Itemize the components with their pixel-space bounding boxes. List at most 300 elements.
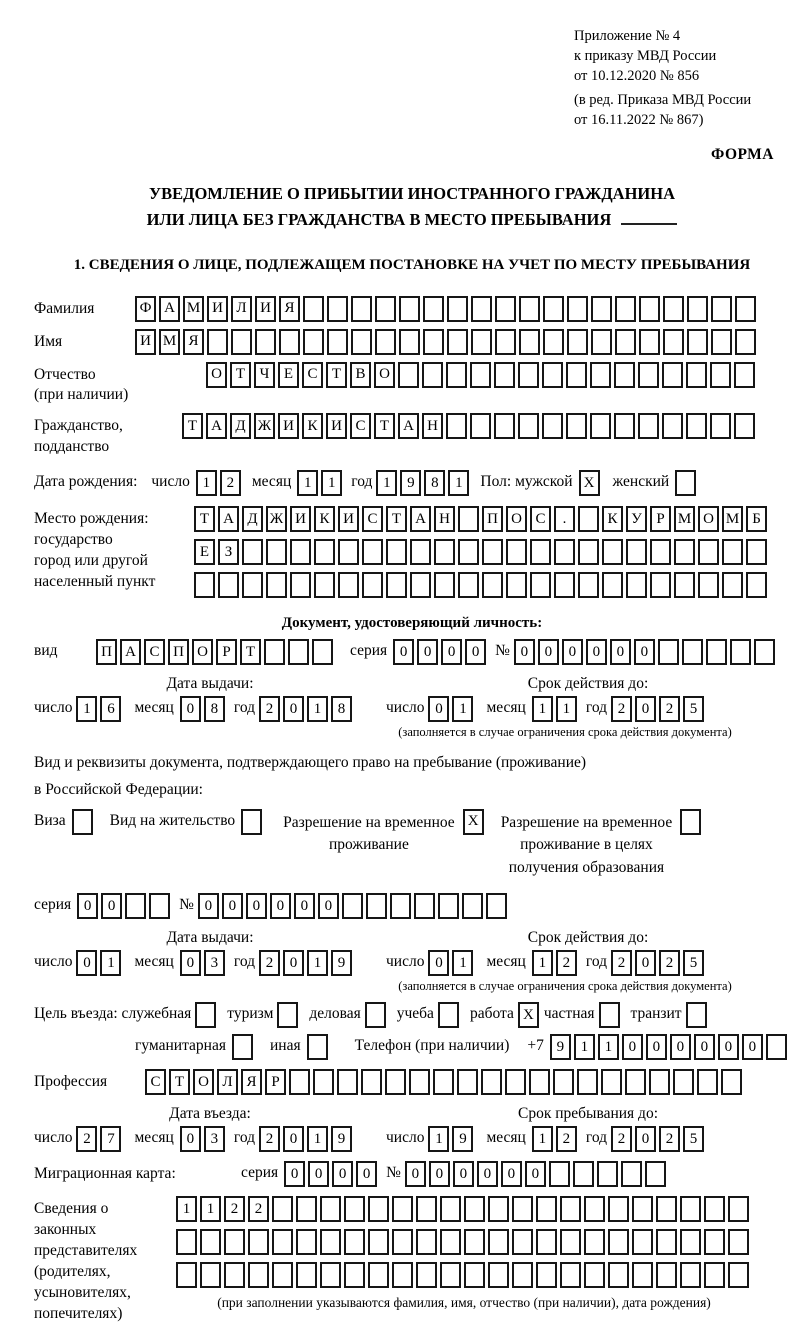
- char-box[interactable]: [440, 1262, 461, 1288]
- char-box[interactable]: [730, 639, 751, 665]
- char-box[interactable]: [608, 1262, 629, 1288]
- char-box[interactable]: 0: [308, 1161, 329, 1187]
- char-box[interactable]: .: [554, 506, 575, 532]
- char-box[interactable]: 1: [307, 950, 328, 976]
- char-box[interactable]: О: [506, 506, 527, 532]
- char-box[interactable]: И: [326, 413, 347, 439]
- char-box[interactable]: [578, 539, 599, 565]
- char-box[interactable]: [663, 296, 684, 322]
- char-box[interactable]: 2: [556, 1126, 577, 1152]
- char-box[interactable]: [711, 296, 732, 322]
- char-box[interactable]: [686, 1002, 707, 1028]
- char-box[interactable]: 0: [742, 1034, 763, 1060]
- char-box[interactable]: [488, 1262, 509, 1288]
- char-box[interactable]: 1: [532, 1126, 553, 1152]
- char-box[interactable]: [458, 506, 479, 532]
- char-box[interactable]: [566, 362, 587, 388]
- char-box[interactable]: [512, 1262, 533, 1288]
- char-box[interactable]: [529, 1069, 550, 1095]
- char-box[interactable]: [368, 1196, 389, 1222]
- char-box[interactable]: [704, 1262, 725, 1288]
- char-box[interactable]: [494, 413, 515, 439]
- char-box[interactable]: 8: [331, 696, 352, 722]
- char-box[interactable]: 0: [318, 893, 339, 919]
- char-box[interactable]: С: [145, 1069, 166, 1095]
- char-box[interactable]: 0: [180, 950, 201, 976]
- char-box[interactable]: Н: [434, 506, 455, 532]
- char-box[interactable]: [567, 296, 588, 322]
- char-box[interactable]: [344, 1229, 365, 1255]
- char-box[interactable]: [458, 572, 479, 598]
- char-box[interactable]: 0: [501, 1161, 522, 1187]
- char-box[interactable]: [573, 1161, 594, 1187]
- char-box[interactable]: 0: [429, 1161, 450, 1187]
- char-box[interactable]: [567, 329, 588, 355]
- char-box[interactable]: [680, 1196, 701, 1222]
- char-box[interactable]: [296, 1196, 317, 1222]
- char-box[interactable]: Т: [374, 413, 395, 439]
- char-box[interactable]: 1: [100, 950, 121, 976]
- char-box[interactable]: [338, 539, 359, 565]
- char-box[interactable]: 0: [670, 1034, 691, 1060]
- char-box[interactable]: Т: [386, 506, 407, 532]
- char-box[interactable]: [615, 296, 636, 322]
- char-box[interactable]: С: [350, 413, 371, 439]
- char-box[interactable]: 0: [180, 1126, 201, 1152]
- char-box[interactable]: [266, 539, 287, 565]
- char-box[interactable]: [554, 572, 575, 598]
- char-box[interactable]: 0: [180, 696, 201, 722]
- char-box[interactable]: [608, 1229, 629, 1255]
- char-box[interactable]: [303, 296, 324, 322]
- char-box[interactable]: 1: [448, 470, 469, 496]
- char-box[interactable]: [639, 329, 660, 355]
- char-box[interactable]: 2: [248, 1196, 269, 1222]
- char-box[interactable]: 9: [400, 470, 421, 496]
- char-box[interactable]: 1: [176, 1196, 197, 1222]
- char-box[interactable]: [338, 572, 359, 598]
- char-box[interactable]: [686, 362, 707, 388]
- char-box[interactable]: Т: [169, 1069, 190, 1095]
- char-box[interactable]: [734, 362, 755, 388]
- char-box[interactable]: М: [183, 296, 204, 322]
- char-box[interactable]: Н: [422, 413, 443, 439]
- char-box[interactable]: [686, 413, 707, 439]
- char-box[interactable]: 2: [659, 1126, 680, 1152]
- char-box[interactable]: [721, 1069, 742, 1095]
- char-box[interactable]: 1: [452, 950, 473, 976]
- char-box[interactable]: [464, 1229, 485, 1255]
- char-box[interactable]: Л: [217, 1069, 238, 1095]
- char-box[interactable]: [584, 1229, 605, 1255]
- char-box[interactable]: [673, 1069, 694, 1095]
- char-box[interactable]: [656, 1262, 677, 1288]
- char-box[interactable]: 0: [635, 696, 656, 722]
- char-box[interactable]: [488, 1196, 509, 1222]
- char-box[interactable]: [224, 1229, 245, 1255]
- char-box[interactable]: [663, 329, 684, 355]
- char-box[interactable]: М: [159, 329, 180, 355]
- char-box[interactable]: 0: [610, 639, 631, 665]
- char-box[interactable]: [488, 1229, 509, 1255]
- char-box[interactable]: Т: [240, 639, 261, 665]
- char-box[interactable]: [470, 413, 491, 439]
- char-box[interactable]: 0: [417, 639, 438, 665]
- char-box[interactable]: [272, 1196, 293, 1222]
- char-box[interactable]: 0: [694, 1034, 715, 1060]
- char-box[interactable]: [543, 296, 564, 322]
- char-box[interactable]: И: [207, 296, 228, 322]
- char-box[interactable]: Т: [182, 413, 203, 439]
- char-box[interactable]: [518, 413, 539, 439]
- char-box[interactable]: С: [302, 362, 323, 388]
- char-box[interactable]: Я: [279, 296, 300, 322]
- char-box[interactable]: [241, 809, 262, 835]
- char-box[interactable]: [362, 539, 383, 565]
- char-box[interactable]: 2: [556, 950, 577, 976]
- char-box[interactable]: [486, 893, 507, 919]
- char-box[interactable]: [458, 539, 479, 565]
- char-box[interactable]: [447, 329, 468, 355]
- char-box[interactable]: [414, 893, 435, 919]
- char-box[interactable]: О: [192, 639, 213, 665]
- char-box[interactable]: [296, 1262, 317, 1288]
- char-box[interactable]: [482, 539, 503, 565]
- char-box[interactable]: Я: [183, 329, 204, 355]
- char-box[interactable]: 3: [204, 1126, 225, 1152]
- char-box[interactable]: [591, 329, 612, 355]
- char-box[interactable]: 0: [453, 1161, 474, 1187]
- char-box[interactable]: 2: [659, 950, 680, 976]
- char-box[interactable]: С: [530, 506, 551, 532]
- char-box[interactable]: П: [482, 506, 503, 532]
- char-box[interactable]: [590, 362, 611, 388]
- char-box[interactable]: З: [218, 539, 239, 565]
- char-box[interactable]: [320, 1196, 341, 1222]
- char-box[interactable]: [614, 413, 635, 439]
- char-box[interactable]: 5: [683, 950, 704, 976]
- char-box[interactable]: 0: [222, 893, 243, 919]
- char-box[interactable]: [680, 1229, 701, 1255]
- char-box[interactable]: [200, 1229, 221, 1255]
- char-box[interactable]: 0: [428, 950, 449, 976]
- char-box[interactable]: [218, 572, 239, 598]
- char-box[interactable]: [289, 1069, 310, 1095]
- char-box[interactable]: [621, 1161, 642, 1187]
- char-box[interactable]: 2: [259, 950, 280, 976]
- char-box[interactable]: [735, 296, 756, 322]
- char-box[interactable]: [662, 413, 683, 439]
- char-box[interactable]: [553, 1069, 574, 1095]
- char-box[interactable]: [656, 1196, 677, 1222]
- char-box[interactable]: 5: [683, 1126, 704, 1152]
- char-box[interactable]: [438, 1002, 459, 1028]
- char-box[interactable]: [277, 1002, 298, 1028]
- char-box[interactable]: [674, 539, 695, 565]
- char-box[interactable]: Ч: [254, 362, 275, 388]
- char-box[interactable]: [72, 809, 93, 835]
- char-box[interactable]: [231, 329, 252, 355]
- char-box[interactable]: [272, 1262, 293, 1288]
- char-box[interactable]: 0: [646, 1034, 667, 1060]
- char-box[interactable]: [632, 1229, 653, 1255]
- char-box[interactable]: [615, 329, 636, 355]
- char-box[interactable]: [195, 1002, 216, 1028]
- char-box[interactable]: 0: [101, 893, 122, 919]
- char-box[interactable]: [560, 1262, 581, 1288]
- char-box[interactable]: [675, 470, 696, 496]
- char-box[interactable]: [482, 572, 503, 598]
- char-box[interactable]: [698, 572, 719, 598]
- char-box[interactable]: 2: [611, 696, 632, 722]
- char-box[interactable]: 0: [538, 639, 559, 665]
- char-box[interactable]: [288, 639, 309, 665]
- char-box[interactable]: О: [374, 362, 395, 388]
- char-box[interactable]: П: [168, 639, 189, 665]
- char-box[interactable]: 0: [525, 1161, 546, 1187]
- char-box[interactable]: С: [362, 506, 383, 532]
- char-box[interactable]: [320, 1262, 341, 1288]
- char-box[interactable]: [464, 1262, 485, 1288]
- char-box[interactable]: 0: [76, 950, 97, 976]
- char-box[interactable]: 2: [220, 470, 241, 496]
- char-box[interactable]: А: [218, 506, 239, 532]
- char-box[interactable]: [471, 329, 492, 355]
- char-box[interactable]: 0: [465, 639, 486, 665]
- char-box[interactable]: [704, 1196, 725, 1222]
- char-box[interactable]: 0: [198, 893, 219, 919]
- char-box[interactable]: [632, 1196, 653, 1222]
- char-box[interactable]: [578, 572, 599, 598]
- char-box[interactable]: [650, 572, 671, 598]
- char-box[interactable]: [434, 572, 455, 598]
- char-box[interactable]: [680, 1262, 701, 1288]
- char-box[interactable]: [481, 1069, 502, 1095]
- char-box[interactable]: [344, 1262, 365, 1288]
- char-box[interactable]: [410, 572, 431, 598]
- char-box[interactable]: [626, 539, 647, 565]
- char-box[interactable]: Р: [216, 639, 237, 665]
- char-box[interactable]: [398, 362, 419, 388]
- char-box[interactable]: 0: [246, 893, 267, 919]
- char-box[interactable]: А: [120, 639, 141, 665]
- char-box[interactable]: [392, 1262, 413, 1288]
- char-box[interactable]: Е: [278, 362, 299, 388]
- char-box[interactable]: [549, 1161, 570, 1187]
- char-box[interactable]: 8: [424, 470, 445, 496]
- char-box[interactable]: [505, 1069, 526, 1095]
- char-box[interactable]: [658, 639, 679, 665]
- char-box[interactable]: [698, 539, 719, 565]
- char-box[interactable]: 1: [532, 696, 553, 722]
- char-box[interactable]: [506, 572, 527, 598]
- char-box[interactable]: 1: [452, 696, 473, 722]
- char-box[interactable]: 0: [393, 639, 414, 665]
- char-box[interactable]: О: [206, 362, 227, 388]
- char-box[interactable]: [266, 572, 287, 598]
- char-box[interactable]: [416, 1262, 437, 1288]
- char-box[interactable]: [734, 413, 755, 439]
- char-box[interactable]: [746, 539, 767, 565]
- char-box[interactable]: [542, 362, 563, 388]
- char-box[interactable]: [506, 539, 527, 565]
- char-box[interactable]: [194, 572, 215, 598]
- char-box[interactable]: [710, 362, 731, 388]
- char-box[interactable]: [296, 1229, 317, 1255]
- char-box[interactable]: 1: [307, 1126, 328, 1152]
- char-box[interactable]: 2: [259, 696, 280, 722]
- char-box[interactable]: [390, 893, 411, 919]
- char-box[interactable]: [626, 572, 647, 598]
- char-box[interactable]: 1: [76, 696, 97, 722]
- char-box[interactable]: [602, 572, 623, 598]
- char-box[interactable]: [584, 1262, 605, 1288]
- char-box[interactable]: [601, 1069, 622, 1095]
- char-box[interactable]: [232, 1034, 253, 1060]
- char-box[interactable]: [470, 362, 491, 388]
- char-box[interactable]: [366, 893, 387, 919]
- char-box[interactable]: [290, 539, 311, 565]
- char-box[interactable]: [512, 1196, 533, 1222]
- char-box[interactable]: [423, 296, 444, 322]
- char-box[interactable]: [649, 1069, 670, 1095]
- char-box[interactable]: X: [463, 809, 484, 835]
- char-box[interactable]: [337, 1069, 358, 1095]
- char-box[interactable]: К: [314, 506, 335, 532]
- char-box[interactable]: [495, 296, 516, 322]
- char-box[interactable]: Т: [194, 506, 215, 532]
- char-box[interactable]: [255, 329, 276, 355]
- char-box[interactable]: К: [602, 506, 623, 532]
- char-box[interactable]: А: [410, 506, 431, 532]
- char-box[interactable]: [327, 296, 348, 322]
- char-box[interactable]: [710, 413, 731, 439]
- char-box[interactable]: [645, 1161, 666, 1187]
- char-box[interactable]: М: [722, 506, 743, 532]
- char-box[interactable]: [662, 362, 683, 388]
- char-box[interactable]: [176, 1262, 197, 1288]
- char-box[interactable]: 1: [321, 470, 342, 496]
- char-box[interactable]: Ф: [135, 296, 156, 322]
- char-box[interactable]: 0: [332, 1161, 353, 1187]
- char-box[interactable]: [543, 329, 564, 355]
- char-box[interactable]: [722, 539, 743, 565]
- char-box[interactable]: [313, 1069, 334, 1095]
- char-box[interactable]: 0: [405, 1161, 426, 1187]
- char-box[interactable]: 9: [550, 1034, 571, 1060]
- char-box[interactable]: 0: [428, 696, 449, 722]
- char-box[interactable]: [248, 1229, 269, 1255]
- char-box[interactable]: [704, 1229, 725, 1255]
- char-box[interactable]: [344, 1196, 365, 1222]
- char-box[interactable]: [365, 1002, 386, 1028]
- char-box[interactable]: [632, 1262, 653, 1288]
- char-box[interactable]: [399, 296, 420, 322]
- char-box[interactable]: 1: [532, 950, 553, 976]
- char-box[interactable]: Я: [241, 1069, 262, 1095]
- char-box[interactable]: [433, 1069, 454, 1095]
- char-box[interactable]: [542, 413, 563, 439]
- char-box[interactable]: М: [674, 506, 695, 532]
- char-box[interactable]: [638, 362, 659, 388]
- char-box[interactable]: [399, 329, 420, 355]
- char-box[interactable]: [440, 1196, 461, 1222]
- char-box[interactable]: Ж: [254, 413, 275, 439]
- char-box[interactable]: [385, 1069, 406, 1095]
- char-box[interactable]: [674, 572, 695, 598]
- char-box[interactable]: 1: [196, 470, 217, 496]
- char-box[interactable]: [447, 296, 468, 322]
- char-box[interactable]: Т: [230, 362, 251, 388]
- char-box[interactable]: [368, 1229, 389, 1255]
- char-box[interactable]: [416, 1229, 437, 1255]
- char-box[interactable]: [307, 1034, 328, 1060]
- char-box[interactable]: [375, 329, 396, 355]
- char-box[interactable]: 9: [452, 1126, 473, 1152]
- char-box[interactable]: 2: [259, 1126, 280, 1152]
- char-box[interactable]: [590, 413, 611, 439]
- char-box[interactable]: [625, 1069, 646, 1095]
- char-box[interactable]: [457, 1069, 478, 1095]
- char-box[interactable]: 0: [283, 1126, 304, 1152]
- char-box[interactable]: [766, 1034, 787, 1060]
- char-box[interactable]: 0: [635, 1126, 656, 1152]
- char-box[interactable]: [599, 1002, 620, 1028]
- char-box[interactable]: [495, 329, 516, 355]
- char-box[interactable]: [697, 1069, 718, 1095]
- char-box[interactable]: 0: [718, 1034, 739, 1060]
- char-box[interactable]: Б: [746, 506, 767, 532]
- char-box[interactable]: О: [698, 506, 719, 532]
- char-box[interactable]: О: [193, 1069, 214, 1095]
- char-box[interactable]: [351, 329, 372, 355]
- char-box[interactable]: В: [350, 362, 371, 388]
- char-box[interactable]: [471, 296, 492, 322]
- char-box[interactable]: К: [302, 413, 323, 439]
- char-box[interactable]: [242, 572, 263, 598]
- char-box[interactable]: [536, 1262, 557, 1288]
- char-box[interactable]: [566, 413, 587, 439]
- char-box[interactable]: [125, 893, 146, 919]
- char-box[interactable]: [638, 413, 659, 439]
- char-box[interactable]: И: [290, 506, 311, 532]
- char-box[interactable]: Д: [242, 506, 263, 532]
- char-box[interactable]: [272, 1229, 293, 1255]
- char-box[interactable]: [351, 296, 372, 322]
- char-box[interactable]: 2: [224, 1196, 245, 1222]
- char-box[interactable]: [446, 362, 467, 388]
- char-box[interactable]: 1: [297, 470, 318, 496]
- char-box[interactable]: А: [206, 413, 227, 439]
- char-box[interactable]: [584, 1196, 605, 1222]
- char-box[interactable]: [728, 1196, 749, 1222]
- char-box[interactable]: 0: [477, 1161, 498, 1187]
- char-box[interactable]: [650, 539, 671, 565]
- char-box[interactable]: А: [159, 296, 180, 322]
- char-box[interactable]: [386, 539, 407, 565]
- char-box[interactable]: 0: [562, 639, 583, 665]
- char-box[interactable]: [342, 893, 363, 919]
- char-box[interactable]: 2: [611, 950, 632, 976]
- char-box[interactable]: [560, 1229, 581, 1255]
- char-box[interactable]: [706, 639, 727, 665]
- char-box[interactable]: X: [518, 1002, 539, 1028]
- char-box[interactable]: И: [255, 296, 276, 322]
- char-box[interactable]: [176, 1229, 197, 1255]
- char-box[interactable]: [392, 1229, 413, 1255]
- char-box[interactable]: П: [96, 639, 117, 665]
- char-box[interactable]: [446, 413, 467, 439]
